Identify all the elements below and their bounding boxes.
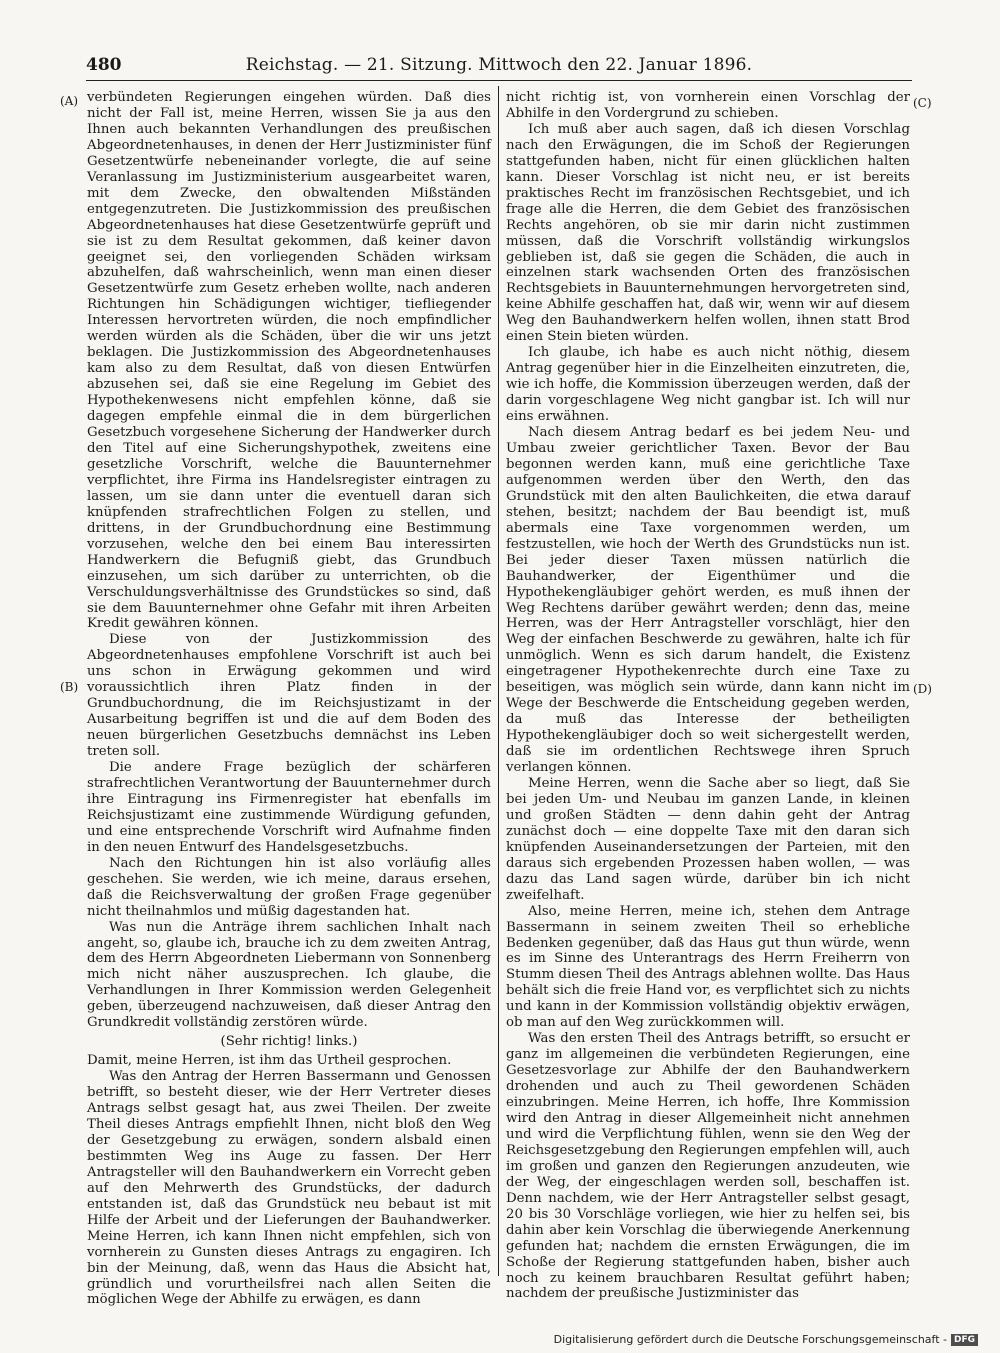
paragraph: nicht richtig ist, von vornherein einen Vorschlag der Abhilfe in den Vordergrund zu schieben.	[506, 90, 910, 121]
dfg-logo: DFG	[951, 1334, 978, 1346]
paragraph: Ich glaube, ich habe es auch nicht nöthig, diesem Antrag gegenüber hier in die Einzelheiten einzutreten, die, wie ich hoffe, die Kommission überzeugen werden, daß der darin vorgeschlagene Weg nicht gangbar ist. Ich will nur eins erwähnen.	[506, 345, 910, 425]
column-divider	[498, 86, 499, 1276]
header-rule	[86, 80, 912, 81]
paragraph: Diese von der Justizkommission des Abgeordnetenhauses empfohlene Vorschrift ist auch bei uns schon in Erwägung gekommen und wird voraussichtlich ihren Platz finden in der Grundbuchordnung, die im Reichsjustizamt in der Ausarbeitung begriffen ist und die auf dem Boden des neuen bürgerlichen Gesetzbuchs demnächst ins Leben treten soll.	[87, 632, 491, 760]
margin-marker-d: (D)	[913, 682, 932, 696]
paragraph: Was den ersten Theil des Antrags betrifft, so ersucht er ganz im allgemeinen die verbündeten Regierungen, eine Gesetzesvorlage zur Abhilfe der den Bauhandwerkern drohenden und auch zu Theil gewordenen Schäden einzubringen. Meine Herren, ich hoffe, Ihre Kommission wird den Antrag in dieser Allgemeinheit nicht annehmen und wird die Verpflichtung fühlen, wenn sie den Weg der Reichsgesetzgebung den Regierungen empfehlen will, auch im großen und ganzen den Regierungen anzudeuten, wie der Weg, der eingeschlagen werden soll, beschaffen ist. Denn nachdem, wie der Herr Antragsteller selbst gesagt, 20 bis 30 Vorschläge vorliegen, wie hier zu helfen sei, bis dahin aber kein Vorschlag die überwiegende Anerkennung gefunden hat; nachdem die ernsten Erwägungen, die im Schoße der Regierung stattgefunden haben, bisher auch noch zu keinem brauchbaren Resultat geführt haben; nachdem der preußische Justizminister das	[506, 1031, 910, 1302]
digitization-credit	[554, 1333, 978, 1346]
paragraph: Also, meine Herren, meine ich, stehen dem Antrage Bassermann in seinem zweiten Theil so erhebliche Bedenken gegenüber, daß das Haus gut thun würde, wenn es im Sinne des Unterantrags des Herrn Freiherrn von Stumm diesen Theil des Antrags ablehnen wollte. Das Haus behält sich die freie Hand vor, es verpflichtet sich zu nichts und kann in der Kommission vollständig objektiv erwägen, ob man auf den Weg zurückkommen will.	[506, 903, 910, 1031]
paragraph: verbündeten Regierungen eingehen würden. Daß dies nicht der Fall ist, meine Herren, wissen Sie ja aus den Ihnen auch bekannten Verhandlungen des preußischen Abgeordnetenhauses, in denen der Herr Justizminister fünf Gesetzentwürfe nebeneinander vorlegte, die auf seine Veranlassung im Justizministerium ausgearbeitet waren, mit dem Zwecke, den obwaltenden Mißständen entgegenzutreten. Die Justizkommission des preußischen Abgeordnetenhauses hat diese Gesetzentwürfe geprüft und sie ist zu dem Resultat gekommen, daß keiner davon geeignet sei, den vorliegenden Schäden wirksam abzuhelfen, daß wahrscheinlich, wenn man einen dieser Gesetzentwürfe zum Gesetz erheben wollte, nach anderen Richtungen hin Schädigungen wichtiger, tiefliegender Interessen hervortreten würden, die noch empfindlicher werden würden als die Schäden, über die wir uns jetzt beklagen. Die Justizkommission des Abgeordnetenhauses kam also zu dem Resultat, daß von diesen Entwürfen abzusehen sei, daß sie eine Regelung im Gebiet des Hypothekenwesens nicht empfehlen könne, daß sie dagegen empfehle einmal die in dem bürgerlichen Gesetzbuch vorgesehene Sicherung der Handwerker durch den Titel auf eine Sicherungshypothek, zweitens eine gesetzliche Vorschrift, welche die Bauunternehmer verpflichtet, ihre Firma ins Handelsregister eintragen zu lassen, um sie dann unter die eventuell daran sich knüpfenden strafrechtlichen Folgen zu stellen, und drittens, in der Grundbuchordnung eine Bestimmung vorzusehen, welche den bei einem Bau interessirten Handwerkern die Befugniß giebt, das Grundbuch einzusehen, um sich darüber zu unterrichten, ob die Verschuldungsverhältnisse des Grundstückes so sind, daß sie dem Bauunternehmer ohne Gefahr mit ihren Arbeiten Kredit gewähren können.	[87, 90, 491, 632]
paragraph: Was den Antrag der Herren Bassermann und Genossen betrifft, so besteht dieser, wie der Herr Vertreter dieses Antrags selbst gesagt hat, aus zwei Theilen. Der zweite Theil dieses Antrags empfiehlt Ihnen, nicht bloß den Weg der Gesetzgebung zu erwägen, sondern alsbald einen bestimmten Weg ins Auge zu fassen. Der Herr Antragsteller will den Bauhandwerkern ein Vorrecht geben auf den Mehrwerth des Grundstücks, der dadurch entstanden ist, daß das Grundstück neu bebaut ist mit Hilfe der Arbeit und der Lieferungen der Bauhandwerker. Meine Herren, ich kann Ihnen nicht empfehlen, sich von vornherein zu Gunsten dieses Antrags zu engagiren. Ich bin der Meinung, daß, wenn das Haus die Absicht hat, gründlich und vorurtheilsfrei nach allen Seiten die möglichen Wege der Abhilfe zu erwägen, es dann	[87, 1069, 491, 1308]
paragraph: Nach den Richtungen hin ist also vorläufig alles geschehen. Sie werden, wie ich meine, daraus ersehen, daß die Reichsverwaltung der großen Frage gegenüber nicht theilnahmlos und müßig dagestanden hat.	[87, 855, 491, 919]
margin-marker-b: (B)	[60, 680, 79, 694]
page-header	[86, 55, 912, 79]
running-head: Reichstag. — 21. Sitzung. Mittwoch den 22. Januar 1896.	[245, 55, 753, 75]
right-column	[506, 90, 910, 1302]
interjection: (Sehr richtig! links.)	[220, 1034, 358, 1050]
paragraph: Was nun die Anträge ihrem sachlichen Inhalt nach angeht, so, glaube ich, brauche ich zu dem zweiten Antrag, dem des Herrn Abgeordneten Liebermann von Sonnenberg mich nicht näher auszusprechen. Ich glaube, die Verhandlungen in Ihrer Kommission werden Gelegenheit geben, überzeugend nachzuweisen, daß dieser Antrag den Grundkredit vollständig zerstören würde.	[87, 919, 491, 1031]
paragraph: Meine Herren, wenn die Sache aber so liegt, daß Sie bei jeden Um- und Neubau im ganzen Lande, in kleinen und großen Städten — denn dahin geht der Antrag zunächst doch — eine doppelte Taxe mit den daran sich knüpfenden Auseinandersetzungen der Parteien, mit den daraus sich ergebenden Prozessen haben wollen, — was dazu das Land sagen würde, darüber bin ich nicht zweifelhaft.	[506, 775, 910, 903]
left-column	[87, 90, 491, 1308]
margin-marker-c: (C)	[913, 96, 932, 110]
margin-marker-a: (A)	[60, 94, 79, 108]
paragraph: Nach diesem Antrag bedarf es bei jedem Neu- und Umbau zweier gerichtlicher Taxen. Bevor der Bau begonnen werden kann, muß eine gerichtliche Taxe aufgenommen werden über den Werth, den das Grundstück mit den alten Baulichkeiten, die etwa darauf stehen, besitzt; nachdem der Bau beendigt ist, muß abermals eine Taxe vorgenommen werden, um festzustellen, wie hoch der Werth des Grundstücks nun ist. Bei jeder dieser Taxen müssen natürlich die Bauhandwerker, der Eigenthümer und die Hypothekengläubiger gehört werden, es muß ihnen der Weg Rechtens darüber gewährt werden; denn das, meine Herren, was der Herr Antragsteller vorschlägt, hier den Weg der einfachen Beschwerde zu gewähren, halte ich für unmöglich. Wenn es sich darum handelt, die Existenz eingetragener Hypothekenrechte durch eine Taxe zu beseitigen, was möglich sein würde, dann kann nicht im Wege der Beschwerde die Entscheidung gegeben werden, da muß das Interesse der betheiligten Hypothekengläubiger doch so weit sichergestellt werden, daß sie im ordentlichen Rechtswege ihren Spruch verlangen können.	[506, 425, 910, 776]
page-number: 480	[86, 55, 122, 75]
paragraph: Damit, meine Herren, ist ihm das Urtheil gesprochen.	[87, 1053, 452, 1069]
paragraph: Die andere Frage bezüglich der schärferen strafrechtlichen Verantwortung der Bauunternehmer durch ihre Eintragung ins Firmenregister hat ebenfalls im Reichsjustizamt eine zustimmende Würdigung gefunden, und eine entsprechende Vorschrift wird Aufnahme finden in den neuen Entwurf des Handelsgesetzbuchs.	[87, 760, 491, 855]
credit-text: Digitalisierung gefördert durch die Deutsche Forschungsgemeinschaft -	[553, 1333, 947, 1346]
paragraph: Ich muß aber auch sagen, daß ich diesen Vorschlag nach den Erwägungen, die im Schoß der Regierungen stattgefunden haben, nicht für einen glücklichen halten kann. Dieser Vorschlag ist nicht neu, er ist bereits praktisches Recht im französischen Rechtsgebiet, und ich frage alle die Herren, die dem Gebiet des französischen Rechts angehören, ob sie mir darin nicht zustimmen müssen, daß die Vorschrift vollständig wirkungslos geblieben ist, daß sie gegen die Schäden, die auch in einzelnen stark wachsenden Orten des französischen Rechtsgebiets in Bauunternehmungen hervorgetreten sind, keine Abhilfe geschaffen hat, daß wir, wenn wir auf diesem Weg den Bauhandwerkern helfen wollen, ihnen statt Brod einen Stein bieten würden.	[506, 121, 910, 345]
